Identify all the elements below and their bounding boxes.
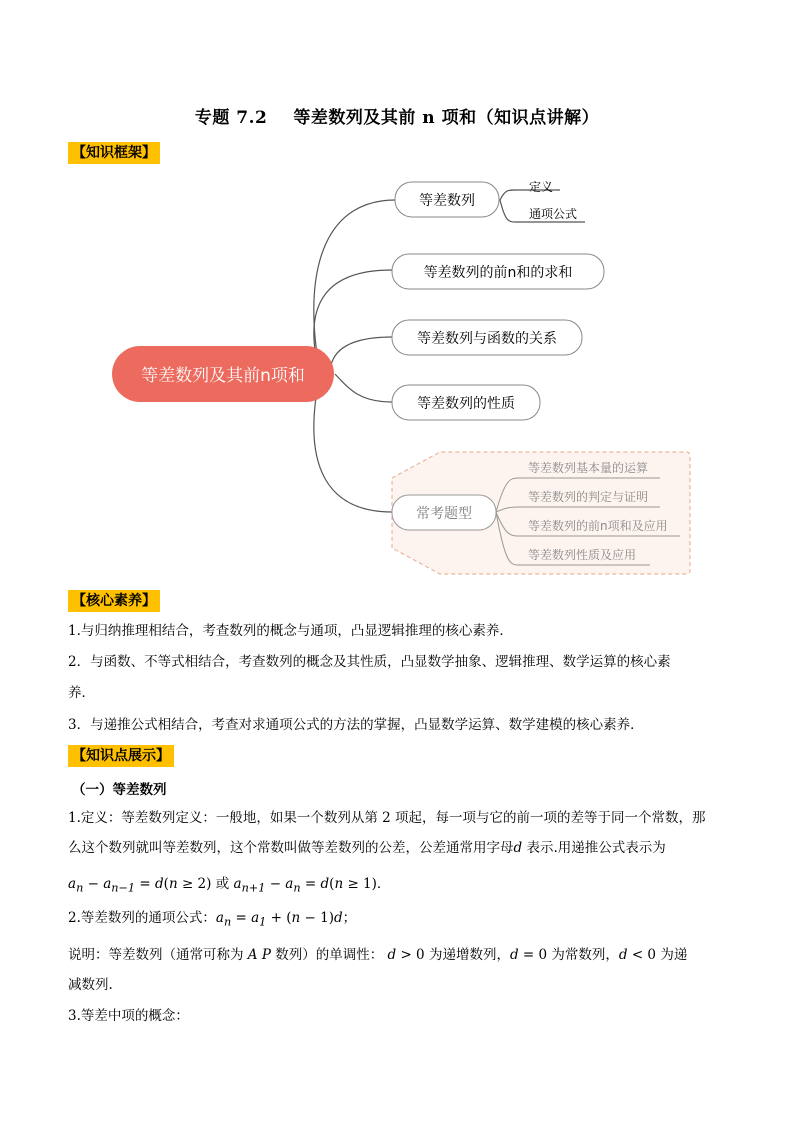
section-knowledge: 【知识点展示】 bbox=[68, 745, 174, 767]
middle-term-heading: 3.等差中项的概念： bbox=[68, 1008, 189, 1024]
literacy-item-3: 3．与递推公式相结合，考查对求通项公式的方法的掌握，凸显数学运算、数学建模的核心素养． bbox=[68, 717, 644, 733]
recurrence-formula: $a_n - a_{n-1} = d(n \ge 2)$ 或 $a_{n+1} - a_n = d(n \ge 1)$． bbox=[68, 876, 391, 895]
page-title: 专题 7.2 等差数列及其前 n 项和（知识点讲解） bbox=[194, 108, 600, 128]
formula-general-term: $a_n = a_1 + (n - 1)d$ bbox=[215, 910, 343, 929]
definition-line-2: 么这个数列就叫等差数列，这个常数叫做等差数列的公差，公差通常用字母d 表示.用递推公式表示为 bbox=[68, 840, 666, 856]
exam-item-1: 等差数列基本量的运算 bbox=[528, 461, 649, 475]
subtitle-arithmetic: （一）等差数列 bbox=[72, 782, 167, 798]
sub-label-1: 定义 bbox=[529, 180, 554, 194]
section-literacy: 【核心素养】 bbox=[68, 590, 160, 612]
section-framework: 【知识框架】 bbox=[68, 142, 160, 164]
general-term: 2.等差数列的通项公式：$a_n = a_1 + (n - 1)d$； bbox=[68, 910, 357, 929]
literacy-item-1: 1.与归纳推理相结合，考查数列的概念与通项，凸显逻辑推理的核心素养． bbox=[68, 623, 513, 639]
monotonic-note-cont: 减数列. bbox=[68, 977, 113, 993]
formula-recurrence-1: $a_n - a_{n-1} = d(n \ge 2)$ bbox=[68, 876, 212, 895]
branch-label-1: 等差数列 bbox=[419, 193, 475, 209]
branch-label-3: 等差数列与函数的关系 bbox=[417, 331, 557, 347]
monotonic-note: 说明：等差数列（通常可称为 A P 数列）的单调性： d > 0 为递增数列，d = 0 为常数列，d < 0 为递 bbox=[68, 947, 688, 963]
literacy-item-2: 2．与函数、不等式相结合，考查数列的概念及其性质，凸显数学抽象、逻辑推理、数学运算的核心素 bbox=[68, 654, 671, 670]
branch-label-2: 等差数列的前n和的求和 bbox=[423, 265, 573, 281]
formula-recurrence-2: $a_{n+1} - a_n = d(n \ge 1)$ bbox=[233, 876, 377, 895]
exam-item-3: 等差数列的前n项和及应用 bbox=[528, 519, 668, 533]
branch-label-4: 等差数列的性质 bbox=[417, 396, 515, 412]
literacy-item-2-cont: 养． bbox=[68, 685, 95, 701]
exam-item-2: 等差数列的判定与证明 bbox=[528, 490, 649, 504]
sub-label-2: 通项公式 bbox=[529, 207, 578, 221]
exam-item-4: 等差数列性质及应用 bbox=[528, 548, 637, 562]
exam-node-label: 常考题型 bbox=[416, 506, 472, 522]
definition-line-1: 1.定义：等差数列定义：一般地，如果一个数列从第 2 项起，每一项与它的前一项的差等于同一个常数，那 bbox=[68, 810, 706, 826]
center-node-label: 等差数列及其前n项和 bbox=[141, 366, 305, 386]
